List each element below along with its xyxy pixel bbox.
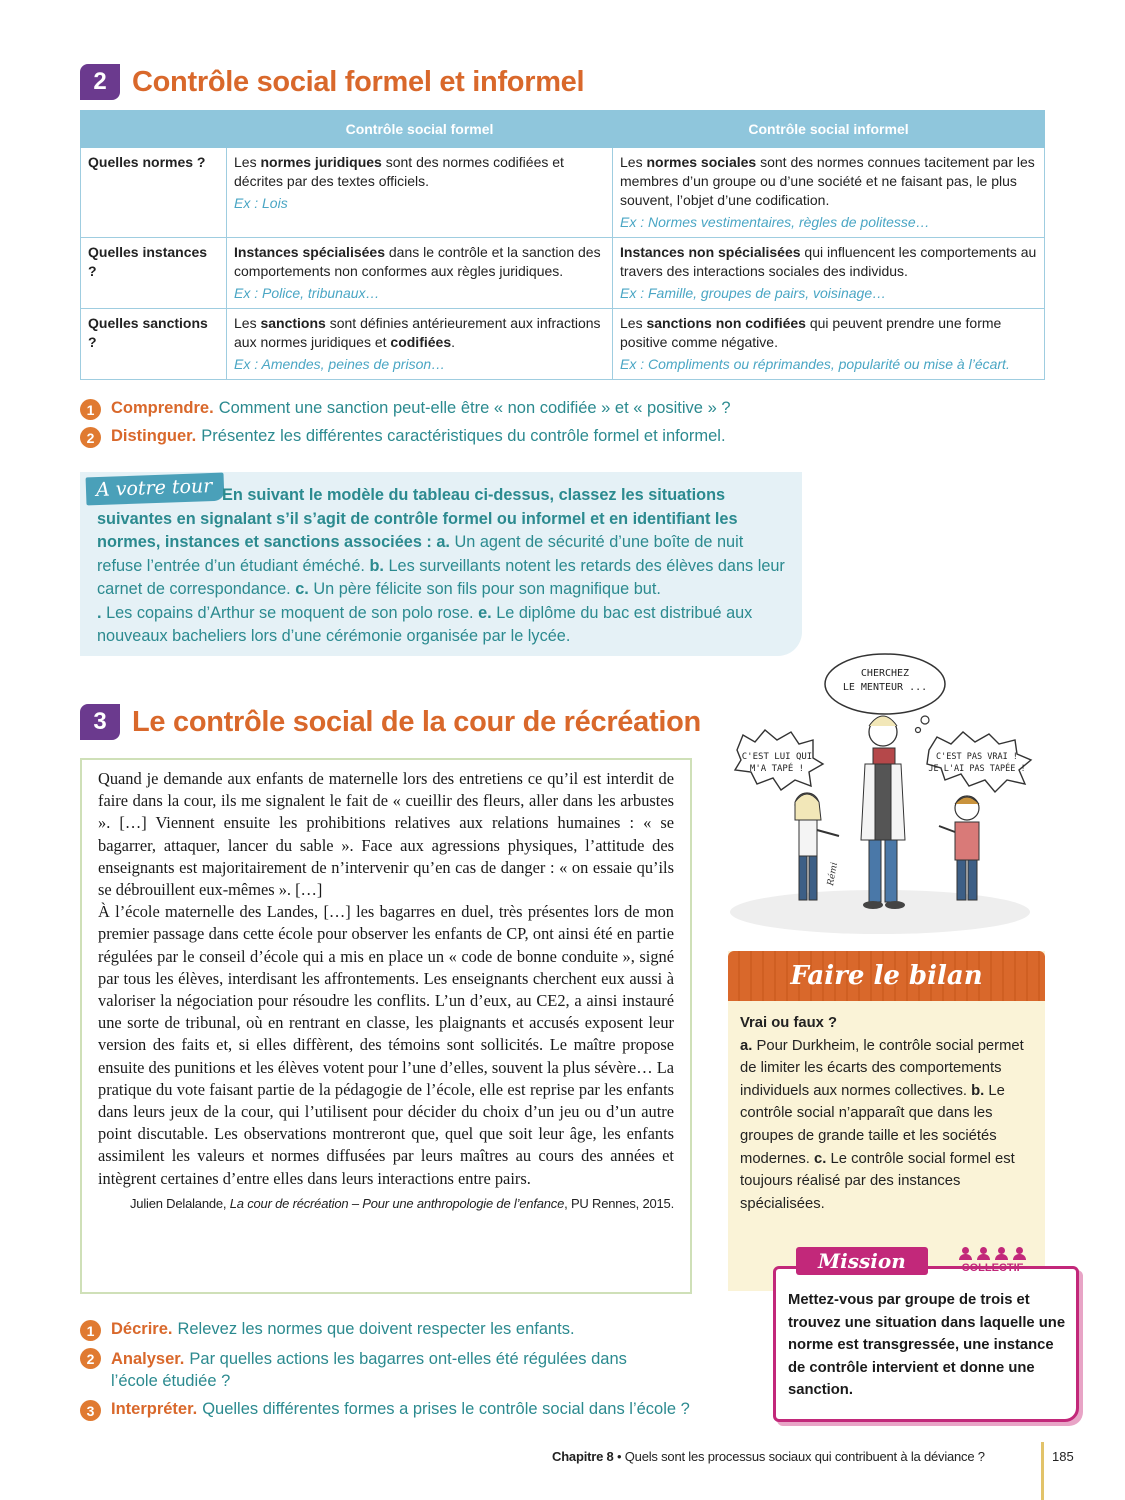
avt-item-a: Un agent de sécurité d’une boîte de nuit refuse l’entrée d’un étudiant éméché. xyxy=(97,533,744,575)
table-header-informal: Contrôle social informel xyxy=(613,111,1045,148)
cell-text-segment: sont des normes connues tacitement par les membres d’un groupe ou d’une société et ne faisant pas, le plus souvent, l’objet d’une codification. xyxy=(620,154,1035,208)
adult-figure xyxy=(861,716,905,909)
question-label: Distinguer. xyxy=(111,427,197,445)
source-author: Julien Delalande, xyxy=(129,1195,227,1211)
mission-badge: Mission xyxy=(796,1247,928,1275)
question-3-3 xyxy=(80,1400,690,1421)
table-cell-informal xyxy=(613,238,1045,309)
avt-letter-e: e. xyxy=(478,603,492,622)
page-footer xyxy=(552,1449,985,1464)
cell-text-segment: dans le contrôle et la sanction des comportements non conformes aux règles juridiques. xyxy=(234,244,601,279)
avt-intro: En suivant le modèle du tableau ci-dessus, classez les situations suivantes en signalant s’il s’agit de contrôle formel ou informel et en identifiant les normes, instances et sanctions associées : xyxy=(97,486,738,551)
document-paragraph-1: Quand je demande aux enfants de maternelle lors des entretiens ce qu’il est interdit de faire dans la cour, ils me signalent le fait de « cueillir des fleurs, aller dans les arbustes ». […] Viennent ensuite les prohibitions relatives aux relations humaines : « se bagarrer, attaquer, lancer du sable ». Face aux agressions physiques, l’attitude des enseignants est majoritairement de n’intervenir qu’en cas de danger : « on essaie qu’ils se débrouillent eux-mêmes ». […] xyxy=(98,769,674,900)
bilan-box xyxy=(728,951,1045,1291)
avt-item-b: Les surveillants notent les retards des élèves dans leur carnet de correspondance. xyxy=(97,556,785,598)
boy-figure xyxy=(939,796,979,900)
table-row-header: Quelles instances ? xyxy=(81,238,227,309)
page-number: 185 xyxy=(1052,1449,1074,1464)
comparison-table xyxy=(80,110,1045,380)
section-title: Contrôle social formel et informel xyxy=(132,65,585,98)
bilan-letter-c: c. xyxy=(814,1150,827,1167)
bilan-header xyxy=(728,951,1045,1001)
table-example: Ex : Compliments ou réprimandes, popularité ou mise à l’écart. xyxy=(620,356,1010,372)
question-text: Présentez les différentes caractéristiques du contrôle formel et informel. xyxy=(201,427,726,445)
avt-item-d: Les copains d’Arthur se moquent de son polo rose. xyxy=(106,603,474,622)
avt-item-c: Un père félicite son fils pour son magnifique but. xyxy=(313,580,661,598)
collectif-label: COLLECTIF xyxy=(961,1262,1024,1274)
cell-text-segment: Instances non spécialisées xyxy=(620,244,801,260)
question-label: Analyser. xyxy=(111,1350,185,1368)
artist-signature: Rémi xyxy=(826,861,841,887)
bubble-top-line-2: LE MENTEUR ... xyxy=(842,682,928,693)
footer-title: • Quels sont les processus sociaux qui contribuent à la déviance ? xyxy=(613,1449,985,1464)
table-cell-informal xyxy=(613,309,1045,380)
footer-divider xyxy=(1041,1442,1044,1500)
question-number: 2 xyxy=(80,427,101,448)
cell-text-segment: Les xyxy=(234,154,261,170)
avt-letter-c: c. xyxy=(295,580,309,598)
question-number: 2 xyxy=(80,1348,101,1369)
question-3-1 xyxy=(80,1320,575,1341)
a-votre-tour-text xyxy=(97,484,787,649)
cell-text-segment: qui influencent les comportements au travers des interactions sociales des individus. xyxy=(620,244,1037,279)
avt-item-e: Le diplôme du bac est distribué aux nouveaux bacheliers lors d’une cérémonie organisée par le lycée. xyxy=(97,603,753,645)
document-source xyxy=(98,1196,674,1211)
cartoon-illustration xyxy=(715,640,1045,940)
question-number: 3 xyxy=(80,1400,101,1421)
speech-bubble-right xyxy=(927,732,1031,792)
table-row-header: Quelles normes ? xyxy=(81,148,227,238)
table-row xyxy=(81,238,1045,309)
bubble-right-line-2: JE L'AI PAS TAPÉE ! xyxy=(928,764,1026,774)
source-title: La cour de récréation – Pour une anthropologie de l’enfance xyxy=(229,1195,565,1211)
section-3-header xyxy=(80,704,701,740)
question-2 xyxy=(80,427,726,448)
bilan-item-c: Le contrôle social formel est toujours réalisé par des instances spécialisées. xyxy=(740,1150,1015,1212)
table-cell-formal xyxy=(227,148,613,238)
a-votre-tour-box xyxy=(80,472,802,656)
table-cell-formal xyxy=(227,309,613,380)
avt-letter-a: a. xyxy=(436,533,450,551)
bubble-right-line-1: C'EST PAS VRAI ! xyxy=(936,752,1018,762)
bilan-item-a: Pour Durkheim, le contrôle social permet de limiter les écarts des comportements individuels aux normes collectives. xyxy=(740,1037,1024,1099)
bilan-question: Vrai ou faux ? xyxy=(740,1015,838,1031)
question-label: Comprendre. xyxy=(111,399,214,417)
cell-text-segment: sanctions non codifiées xyxy=(646,315,806,331)
table-example: Ex : Lois xyxy=(234,195,288,211)
mission-text: Mettez-vous par groupe de trois et trouvez une situation dans laquelle une norme est transgressée, une instance de contrôle intervient et donne une sanction. xyxy=(788,1292,1066,1399)
bubble-left-line-1: C'EST LUI QUI xyxy=(741,752,813,762)
cell-text-segment: Les xyxy=(620,154,647,170)
avt-letter-b: b. xyxy=(369,556,384,575)
cell-text-segment: normes sociales xyxy=(646,154,757,170)
mission-box xyxy=(773,1249,1079,1422)
cell-text-segment: sont des normes codifiées et décrites par des textes officiels. xyxy=(234,154,564,189)
source-publisher: , PU Rennes, 2015. xyxy=(564,1195,674,1211)
table-header-empty xyxy=(81,111,227,148)
section-title: Le contrôle social de la cour de récréation xyxy=(132,705,701,738)
group-icon xyxy=(959,1247,1026,1260)
cell-text-segment: qui peuvent prendre une forme positive comme négative. xyxy=(620,315,1002,350)
cell-text-segment: . xyxy=(451,334,456,350)
bilan-item-b: Le contrôle social n’apparaît que dans les groupes de grande taille et les sociétés modernes. xyxy=(740,1082,1005,1167)
bilan-letter-b: b. xyxy=(971,1082,985,1099)
bilan-title: Faire le bilan xyxy=(790,961,983,991)
cell-text-segment: Les xyxy=(234,315,261,331)
section-number: 2 xyxy=(80,64,120,100)
cell-text-segment: Instances spécialisées xyxy=(234,244,385,260)
section-2-header xyxy=(80,64,584,100)
question-3-2 xyxy=(80,1348,640,1392)
table-row xyxy=(81,309,1045,380)
table-example: Ex : Normes vestimentaires, règles de politesse… xyxy=(620,214,930,230)
question-text: Relevez les normes que doivent respecter les enfants. xyxy=(177,1320,575,1338)
cell-text-segment: sont définies antérieurement aux infractions aux normes juridiques et xyxy=(234,315,601,350)
table-example: Ex : Police, tribunaux… xyxy=(234,285,380,301)
question-1 xyxy=(80,399,731,420)
collectif-tag xyxy=(959,1247,1026,1274)
question-number: 1 xyxy=(80,399,101,420)
bubble-left-line-2: M'A TAPÉ ! xyxy=(749,764,805,774)
footer-chapter: Chapitre 8 xyxy=(552,1449,614,1464)
cell-text-segment: Les xyxy=(620,315,647,331)
document-text-box xyxy=(80,758,692,1294)
table-example: Ex : Famille, groupes de pairs, voisinage… xyxy=(620,285,887,301)
table-cell-informal xyxy=(613,148,1045,238)
question-text: Quelles différentes formes a prises le contrôle social dans l’école ? xyxy=(202,1400,690,1418)
table-cell-formal xyxy=(227,238,613,309)
a-votre-tour-badge: A votre tour xyxy=(86,473,225,506)
cell-text-segment: codifiées xyxy=(390,334,452,350)
question-text: Par quelles actions les bagarres ont-elles été régulées dans l’école étudiée ? xyxy=(111,1350,627,1390)
document-paragraph-2: À l’école maternelle des Landes, […] les bagarres en duel, très présentes lors de mon premier passage dans cette école pour observer les enfants de CP, ont ainsi été en partie régulées par le conseil d’école qui a mis en place un « code de bonne conduite », signé par tous les élèves, interdisant les affrontements. Les enseignants cherchent eux aussi à valoriser la négociation pour résoudre les conflits. L’un d’eux, au CE2, a ainsi instauré une sorte de tribunal, où en rentrant en classe, les plaignants et accusés exposent leur version des faits et, si elles diffèrent, des témoins sont sollicités. Le maître propose ensuite des punitions et les élèves votent pour l’une d’elles, souvent la plus sévère… La pratique du vote faisant partie de la pédagogie de l’école, elle est reprise par les enfants dans leurs jeux de la cour, qui l’utilisent pour décider du choix d’un jeu ou d’un autre point discutable. Les observations montreront que, quel que soit leur âge, les enfants assimilent les valeurs et normes diffusées par leurs maîtres au cours des années et intègrent certaines d’entre elles dans leurs interactions entre pairs. xyxy=(98,902,674,1188)
question-text: Comment une sanction peut-elle être « non codifiée » et « positive » ? xyxy=(218,399,731,417)
cell-text-segment: sanctions xyxy=(260,315,326,331)
bubble-top-line-1: CHERCHEZ xyxy=(860,668,910,679)
table-row xyxy=(81,148,1045,238)
question-label: Décrire. xyxy=(111,1320,173,1338)
cell-text-segment: normes juridiques xyxy=(260,154,382,170)
question-number: 1 xyxy=(80,1320,101,1341)
table-example: Ex : Amendes, peines de prison… xyxy=(234,356,446,372)
avt-letter-d: . xyxy=(97,603,102,622)
section-number: 3 xyxy=(80,704,120,740)
bilan-letter-a: a. xyxy=(740,1037,753,1054)
table-row-header: Quelles sanctions ? xyxy=(81,309,227,380)
table-header-formal: Contrôle social formel xyxy=(227,111,613,148)
question-label: Interpréter. xyxy=(111,1400,198,1418)
